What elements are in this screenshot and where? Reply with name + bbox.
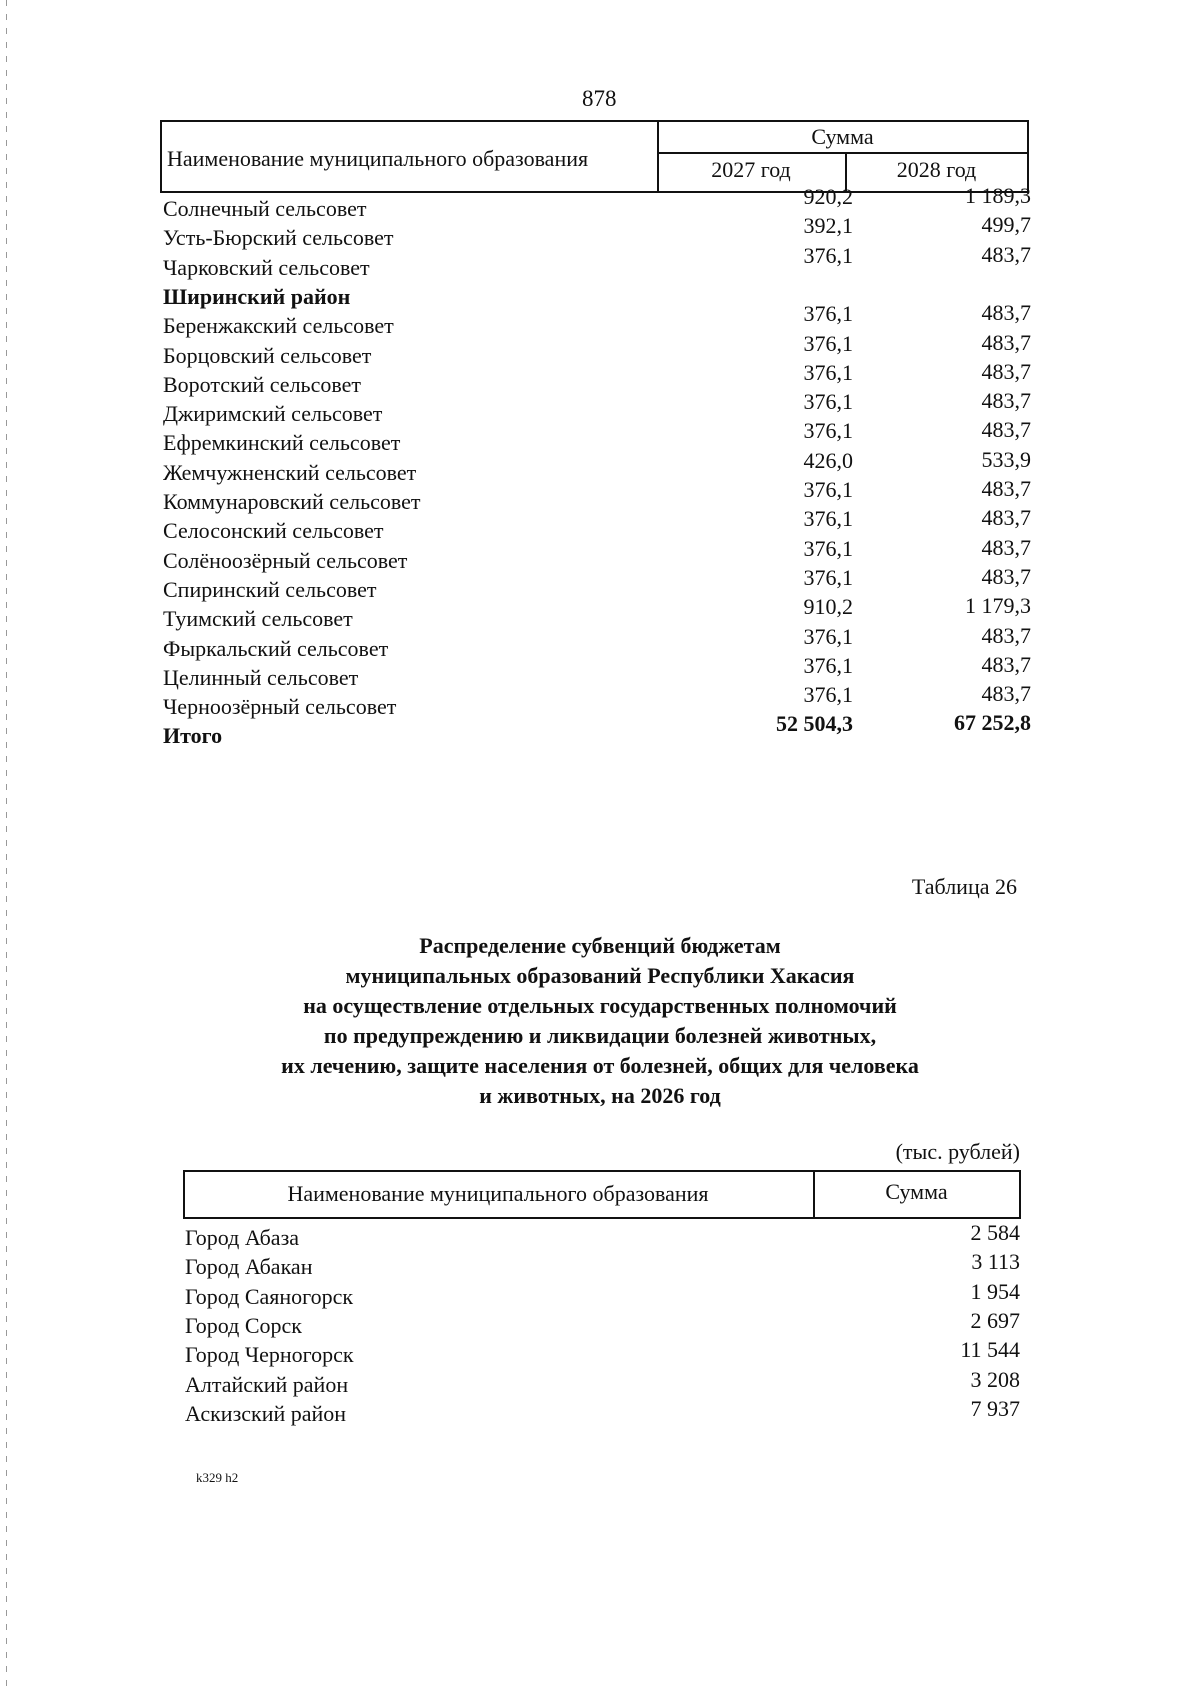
- row-name: Черноозёрный сельсовет: [163, 694, 397, 720]
- units-label: (тыс. рублей): [895, 1139, 1020, 1164]
- row-value-2027: 376,1: [803, 506, 853, 532]
- title-line: на осуществление отдельных государственных полномочий: [303, 993, 897, 1018]
- row-name: Селосонский сельсовет: [163, 518, 384, 544]
- row-value-2027: 376,1: [803, 652, 853, 678]
- title-line: муниципальных образований Республики Хакасия: [345, 963, 855, 988]
- row-value-2028: 483,7: [981, 563, 1031, 589]
- row-name: Ефремкинский сельсовет: [163, 430, 401, 456]
- title-line: и животных, на 2026 год: [479, 1083, 721, 1108]
- row-name: Жемчужненский сельсовет: [163, 459, 417, 485]
- row-value-2028: 483,7: [981, 300, 1031, 326]
- table-label: Таблица 26: [911, 874, 1017, 899]
- page-number: 878: [582, 86, 617, 111]
- row-name: Усть-Бюрский сельсовет: [163, 225, 394, 251]
- row-value-2027: 376,1: [803, 564, 853, 590]
- row-name: Беренжакский сельсовет: [163, 313, 394, 339]
- row-name: Солёноозёрный сельсовет: [163, 547, 408, 573]
- row-value-2028: 67 252,8: [954, 710, 1031, 736]
- row-value-2028: 499,7: [981, 212, 1031, 238]
- row-name: Спиринский сельсовет: [163, 576, 377, 602]
- row-value-2028: 483,7: [981, 329, 1031, 355]
- row-name: Солнечный сельсовет: [163, 196, 367, 221]
- row-value: 2 697: [970, 1307, 1020, 1333]
- row-value: 2 584: [970, 1220, 1020, 1245]
- row-value-2027: 52 504,3: [776, 711, 853, 737]
- title-line: Распределение субвенций бюджетам: [419, 933, 781, 958]
- row-value-2027: 376,1: [803, 330, 853, 356]
- row-value-2028: 483,7: [981, 388, 1031, 414]
- row-name: Город Абаза: [185, 1225, 300, 1250]
- title-line: их лечению, защите населения от болезней, общих для человека: [281, 1053, 919, 1078]
- row-value-2027: 920,2: [803, 184, 853, 209]
- row-value-2027: 392,1: [803, 213, 853, 239]
- row-name: Туимский сельсовет: [163, 606, 353, 632]
- row-value-2028: 1 179,3: [965, 593, 1031, 619]
- row-value-2027: 376,1: [803, 477, 853, 502]
- scan-edge-artifact: [6, 0, 7, 1686]
- row-name: Город Черногорск: [185, 1342, 354, 1368]
- row-value-2028: 1 189,3: [965, 183, 1031, 208]
- row-value-2028: 483,7: [981, 534, 1031, 560]
- row-name: Фыркальский сельсовет: [163, 635, 389, 661]
- row-name: Чарковский сельсовет: [163, 254, 370, 280]
- row-value-2027: 910,2: [803, 594, 853, 620]
- row-value: 7 937: [970, 1395, 1020, 1421]
- row-value-2028: 483,7: [981, 505, 1031, 531]
- row-name: Ширинский район: [163, 283, 351, 309]
- row-value-2028: 483,7: [981, 358, 1031, 384]
- row-value-2027: 376,1: [803, 682, 853, 708]
- row-name: Итого: [163, 723, 223, 749]
- footer-code: k329 h2: [196, 1470, 239, 1485]
- row-value: 1 954: [970, 1278, 1020, 1304]
- row-value-2028: 483,7: [981, 622, 1031, 648]
- row-name: Воротский сельсовет: [163, 371, 361, 397]
- row-value-2027: 376,1: [803, 418, 853, 444]
- row-name: Аскизский район: [185, 1400, 347, 1426]
- header-2028: 2028 год: [896, 157, 977, 182]
- row-value-2028: 483,7: [981, 417, 1031, 443]
- row-value-2027: 376,1: [803, 389, 853, 415]
- row-value-2027: 376,1: [803, 359, 853, 385]
- row-value: 3 113: [971, 1249, 1020, 1275]
- row-value-2028: 483,7: [981, 681, 1031, 707]
- row-name: Алтайский район: [185, 1371, 349, 1397]
- row-name: Джиримский сельсовет: [163, 401, 383, 427]
- row-value-2027: 376,1: [803, 535, 853, 561]
- row-value: 11 544: [960, 1337, 1020, 1363]
- row-value-2028: 533,9: [981, 446, 1031, 472]
- row-value-2027: 376,1: [803, 242, 853, 268]
- row-value-2028: 483,7: [981, 651, 1031, 677]
- header-sum: Сумма: [885, 1179, 948, 1204]
- header-name: Наименование муниципального образования: [287, 1181, 709, 1206]
- divider: [657, 152, 1028, 154]
- row-value-2028: 483,7: [981, 241, 1031, 267]
- header-2027: 2027 год: [711, 157, 791, 182]
- title-line: по предупреждению и ликвидации болезней животных,: [323, 1023, 877, 1048]
- row-value-2027: 376,1: [803, 301, 853, 327]
- row-name: Город Абакан: [185, 1254, 313, 1280]
- row-name: Целинный сельсовет: [163, 664, 359, 690]
- row-value-2028: 483,7: [981, 476, 1031, 501]
- row-name: Коммунаровский сельсовет: [163, 489, 421, 514]
- header-sum: Сумма: [811, 124, 874, 149]
- row-value-2027: 376,1: [803, 623, 853, 649]
- row-value: 3 208: [970, 1366, 1020, 1392]
- row-name: Город Сорск: [185, 1312, 302, 1338]
- row-value-2027: 426,0: [803, 447, 853, 473]
- row-name: Город Саяногорск: [185, 1283, 354, 1309]
- header-name: Наименование муниципального образования: [167, 146, 589, 171]
- row-name: Борцовский сельсовет: [163, 342, 372, 368]
